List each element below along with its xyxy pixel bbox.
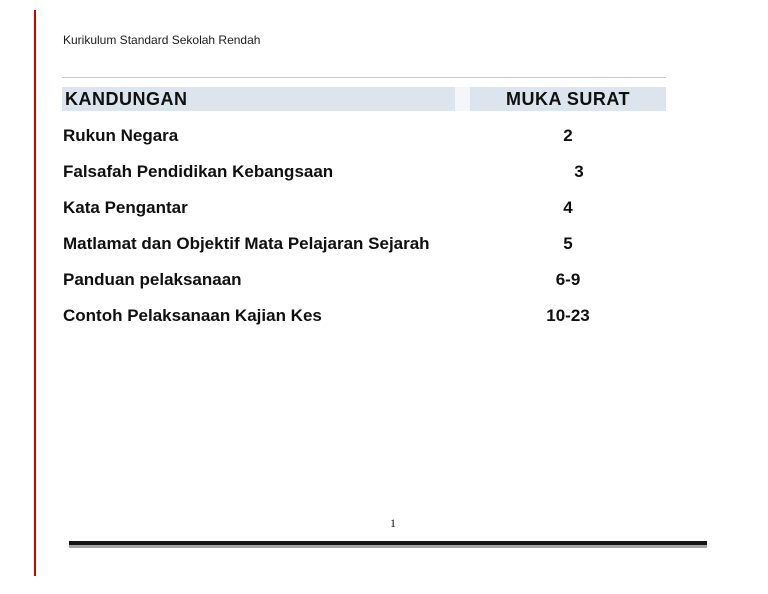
document-header-note: Kurikulum Standard Sekolah Rendah — [63, 33, 261, 47]
red-margin-line — [34, 10, 36, 576]
footer-rule-gray — [69, 545, 707, 548]
toc-entry-title: Matlamat dan Objektif Mata Pelajaran Sejarah — [63, 234, 430, 253]
table-of-contents — [62, 77, 666, 327]
toc-rows — [62, 125, 666, 327]
toc-row — [62, 269, 666, 291]
toc-header-content-cell — [62, 87, 455, 111]
toc-entry-page: 4 — [563, 198, 573, 217]
toc-entry-page: 10-23 — [546, 306, 590, 325]
toc-header-gap — [455, 87, 470, 111]
page-number: 1 — [390, 516, 396, 530]
toc-row — [62, 305, 666, 327]
toc-header-page-label: MUKA SURAT — [506, 88, 630, 109]
toc-entry-title: Rukun Negara — [63, 126, 179, 145]
toc-row — [62, 197, 666, 219]
toc-header-row — [62, 87, 666, 111]
toc-entry-page: 5 — [563, 234, 573, 253]
toc-entry-title: Kata Pengantar — [63, 198, 188, 217]
toc-header-page-cell — [470, 87, 666, 111]
toc-row — [62, 161, 666, 183]
toc-entry-page: 3 — [574, 162, 584, 181]
toc-row — [62, 125, 666, 147]
toc-entry-page: 2 — [563, 126, 573, 145]
toc-entry-title: Contoh Pelaksanaan Kajian Kes — [63, 306, 322, 325]
toc-entry-title: Falsafah Pendidikan Kebangsaan — [63, 162, 334, 181]
toc-entry-page: 6-9 — [555, 270, 581, 289]
toc-header-content-label: KANDUNGAN — [65, 88, 188, 109]
toc-entry-title: Panduan pelaksanaan — [63, 270, 242, 289]
toc-row — [62, 233, 666, 255]
